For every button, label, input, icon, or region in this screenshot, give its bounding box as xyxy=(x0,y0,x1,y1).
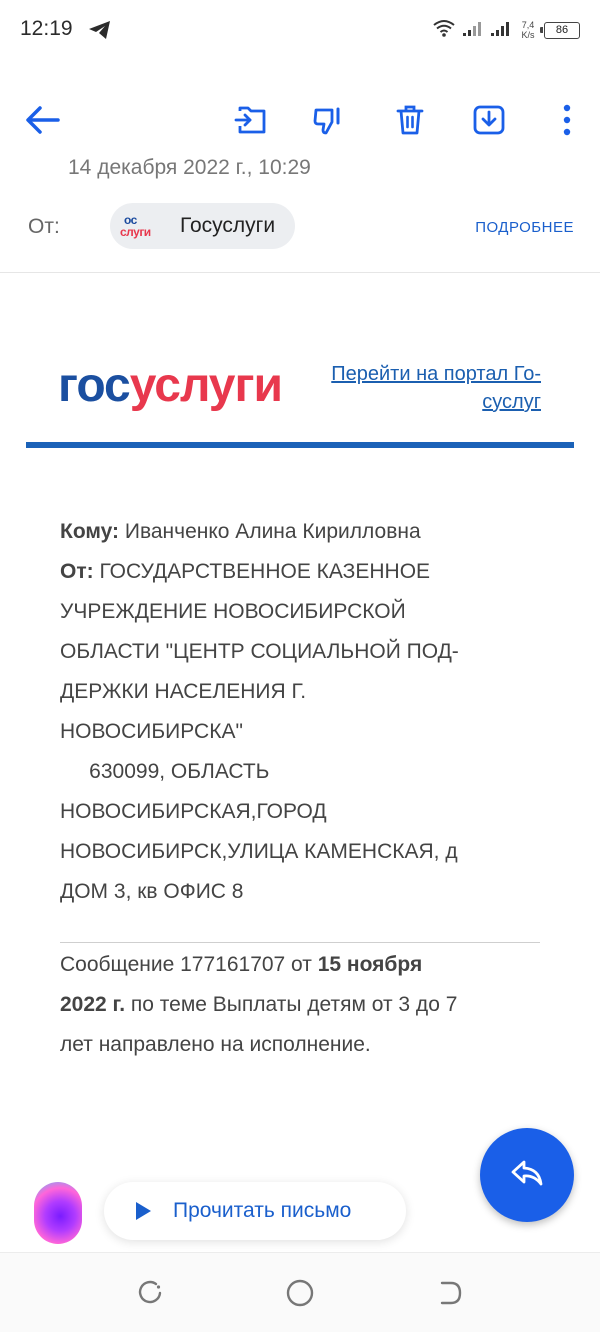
content-divider xyxy=(60,942,540,943)
sender-org-line: ОБЛАСТИ "ЦЕНТР СОЦИАЛЬНОЙ ПОД- xyxy=(60,640,459,663)
more-vertical-icon[interactable] xyxy=(545,98,589,142)
logo-part-uslugi: услуги xyxy=(129,359,282,412)
recipient-line xyxy=(60,512,540,552)
message-line-3: лет направлено на исполнение. xyxy=(60,1033,371,1056)
recent-apps-icon[interactable] xyxy=(134,1277,166,1309)
message-topic: по теме Выплаты детям от 3 до 7 xyxy=(125,993,458,1016)
home-icon[interactable] xyxy=(284,1277,316,1309)
sender-org-line: УЧРЕЖДЕНИЕ НОВОСИБИРСКОЙ xyxy=(60,600,406,623)
sender-org-line xyxy=(60,552,540,592)
message-toolbar xyxy=(0,90,600,150)
sender-address-line: 630099, ОБЛАСТЬ xyxy=(60,760,270,783)
sender-address-line: НОВОСИБИРСКАЯ,ГОРОД xyxy=(60,800,327,823)
read-aloud-button[interactable] xyxy=(104,1182,406,1240)
sender-address-line: ДОМ 3, кв ОФИС 8 xyxy=(60,880,244,903)
net-speed-value: 7,4 xyxy=(521,20,535,30)
delete-trash-icon[interactable] xyxy=(388,98,432,142)
portal-link-line1: Перейти на портал Го- xyxy=(331,363,541,385)
archive-download-icon[interactable] xyxy=(467,98,511,142)
from-label: От: xyxy=(28,215,60,238)
net-speed xyxy=(518,20,538,40)
move-to-folder-icon[interactable] xyxy=(229,98,273,142)
message-line-2 xyxy=(60,985,540,1025)
net-speed-unit: K/s xyxy=(521,30,535,40)
header-blue-rule xyxy=(26,442,574,448)
portal-link[interactable] xyxy=(296,360,541,416)
to-value: Иванченко Алина Кирилловна xyxy=(119,520,421,543)
read-aloud-label: Прочитать письмо xyxy=(173,1199,352,1222)
message-date-bold: 15 ноября xyxy=(317,953,423,976)
address-block xyxy=(60,512,540,912)
signal-icon-2 xyxy=(490,19,512,42)
logo-part-gos: гос xyxy=(58,359,130,412)
message-text xyxy=(60,945,540,1065)
reply-button[interactable] xyxy=(480,1128,574,1222)
sender-name: Госуслуги xyxy=(180,214,276,237)
sender-chip[interactable] xyxy=(110,203,295,249)
back-arrow-icon[interactable] xyxy=(20,98,64,142)
reply-icon xyxy=(510,1158,544,1193)
message-line-1 xyxy=(60,945,540,985)
header-divider xyxy=(0,272,600,273)
system-back-icon[interactable] xyxy=(434,1277,466,1309)
message-year-bold: 2022 г. xyxy=(60,993,126,1016)
message-date: 14 декабря 2022 г., 10:29 xyxy=(68,156,311,179)
sender-logo-line2: слуги xyxy=(120,225,151,239)
from-org-value: ГОСУДАРСТВЕННОЕ КАЗЕННОЕ xyxy=(93,560,431,583)
wifi-icon xyxy=(432,18,456,43)
gosuslugi-logo xyxy=(58,358,282,414)
sender-row xyxy=(0,200,600,254)
status-indicators xyxy=(432,16,580,44)
battery-icon: 86 xyxy=(544,22,580,39)
message-prefix: Сообщение 177161707 от xyxy=(60,953,318,976)
from-org-label: От: xyxy=(60,560,94,583)
sender-logo-line1: ос xyxy=(124,213,137,227)
system-nav-bar xyxy=(0,1252,600,1332)
sender-logo xyxy=(120,209,168,243)
spam-thumbs-down-icon[interactable] xyxy=(307,98,351,142)
sender-org-line: НОВОСИБИРСКА" xyxy=(60,720,243,743)
to-label: Кому: xyxy=(60,520,120,543)
telegram-icon xyxy=(88,19,112,46)
status-bar xyxy=(0,0,600,62)
play-icon xyxy=(136,1202,151,1220)
details-link[interactable]: ПОДРОБНЕЕ xyxy=(475,219,574,236)
status-time: 12:19 xyxy=(20,17,73,40)
assistant-orb-icon[interactable] xyxy=(34,1182,82,1244)
sender-org-line: ДЕРЖКИ НАСЕЛЕНИЯ Г. xyxy=(60,680,307,703)
sender-address-line: НОВОСИБИРСК,УЛИЦА КАМЕНСКАЯ, д xyxy=(60,840,458,863)
portal-link-line2: суслуг xyxy=(482,391,541,413)
signal-icon xyxy=(462,19,484,42)
